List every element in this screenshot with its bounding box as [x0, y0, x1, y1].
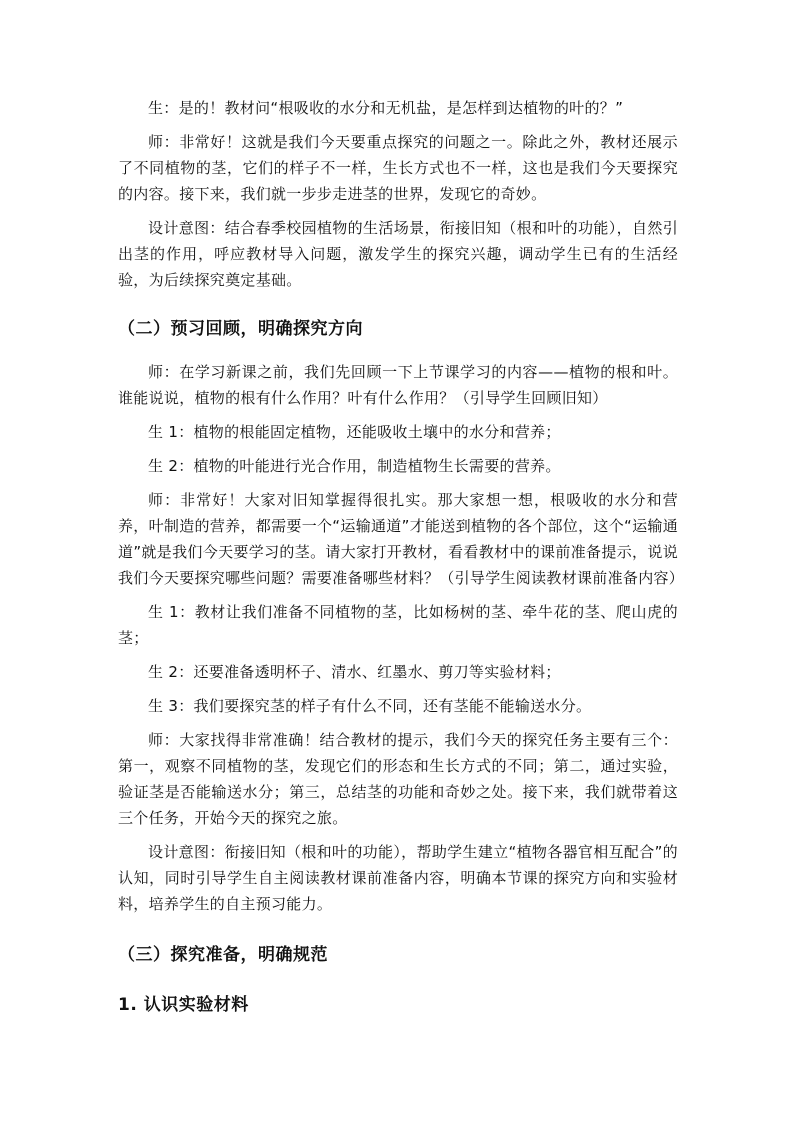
paragraph-teacher-tasks: 师：大家找得非常准确！结合教材的提示，我们今天的探究任务主要有三个：第一，观察不同植物的茎，发现它们的形态和生长方式的不同；第二，通过实验，验证茎是否能输送水分；第三，总结茎的功能和奇妙之处。接下来，我们就带着这三个任务，开始今天的探究之旅。: [118, 731, 678, 827]
paragraph-teacher-review: 师：在学习新课之前，我们先回顾一下上节课学习的内容——植物的根和叶。谁能说说，植物的根有什么作用？叶有什么作用？（引导学生回顾旧知）: [118, 363, 678, 407]
subheading-materials: 1. 认识实验材料: [118, 995, 249, 1015]
paragraph-student-answer: 生：是的！教材问“根吸收的水分和无机盐，是怎样到达植物的叶的？”: [148, 99, 624, 117]
paragraph-teacher-transport: 师：非常好！大家对旧知掌握得很扎实。那大家想一想，根吸收的水分和营养，叶制造的营养，都需要一个“运输通道”才能送到植物的各个部位，这个“运输通道”就是我们今天要学习的茎。请大家打开教材，看看教材中的课前准备提示，说说我们今天要探究哪些问题？需要准备哪些材料？（引导学生阅读教材课前准备内容）: [118, 491, 685, 587]
document-body: [118, 95, 685, 1019]
paragraph-teacher-response: 师：非常好！这就是我们今天要重点探究的问题之一。除此之外，教材还展示了不同植物的茎，它们的样子不一样，生长方式也不一样，这也是我们今天要探究的内容。接下来，我们就一步步走进茎的世界，发现它的奇妙。: [118, 133, 678, 203]
section-heading-review: （二）预习回顾，明确探究方向: [118, 319, 363, 339]
section-heading-preparation: （三）探究准备，明确规范: [118, 945, 328, 965]
paragraph-design-intent: 设计意图：结合春季校园植物的生活场景，衔接旧知（根和叶的功能），自然引出茎的作用，呼应教材导入问题，激发学生的探究兴趣，调动学生已有的生活经验，为后续探究奠定基础。: [118, 219, 678, 289]
paragraph-design-intent-2: 设计意图：衔接旧知（根和叶的功能），帮助学生建立“植物各器官相互配合”的认知，同时引导学生自主阅读教材课前准备内容，明确本节课的探究方向和实验材料，培养学生的自主预习能力。: [118, 843, 678, 913]
paragraph-student-2-materials: 生 2：还要准备透明杯子、清水、红墨水、剪刀等实验材料；: [148, 663, 561, 681]
paragraph-student-1-root: 生 1：植物的根能固定植物，还能吸收土壤中的水分和营养；: [148, 423, 561, 441]
paragraph-student-3-questions: 生 3：我们要探究茎的样子有什么不同，还有茎能不能输送水分。: [148, 697, 592, 715]
paragraph-student-1-stems: 生 1：教材让我们准备不同植物的茎，比如杨树的茎、牵牛花的茎、爬山虎的茎；: [118, 603, 678, 647]
paragraph-student-2-leaf: 生 2：植物的叶能进行光合作用，制造植物生长需要的营养。: [148, 457, 561, 475]
